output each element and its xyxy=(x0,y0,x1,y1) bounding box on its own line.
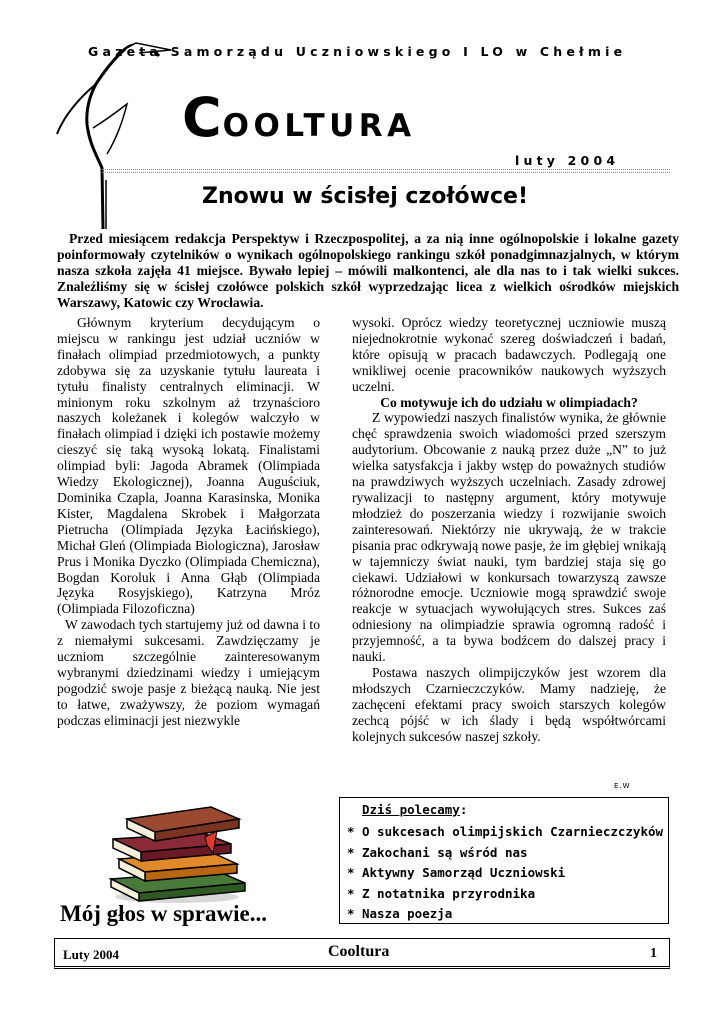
bullet-star-icon: * xyxy=(347,824,355,839)
bullet-star-icon: * xyxy=(347,906,355,922)
masthead-title-rest: OOLTURA xyxy=(222,108,416,144)
footer-date: Luty 2004 xyxy=(63,947,119,962)
recommend-item[interactable]: * Zakochani są wśród nas xyxy=(347,843,663,864)
article-paragraph: Postawa naszych olimpijczyków jest wzorem dla młodszych Czarnieczczyków. Mamy nadzieję, że zachęceni efektami pracy swoich starszych kolegów zechcą pójść w ich ślady i będą współtwórcami kolejnych sukcesów naszej szkoły. xyxy=(352,664,666,744)
masthead-rule xyxy=(102,169,670,170)
heron-logo xyxy=(55,40,175,235)
bullet-star-icon: * xyxy=(347,844,355,860)
recommend-item[interactable]: * Nasza poezja xyxy=(347,904,663,925)
article-column-left xyxy=(57,315,320,729)
recommend-item[interactable]: * Aktywny Samorząd Uczniowski xyxy=(347,863,663,884)
bullet-star-icon: * xyxy=(347,885,355,901)
page-footer xyxy=(54,938,670,969)
bullet-star-icon: * xyxy=(347,865,355,881)
page-number: 1 xyxy=(650,946,657,961)
recommend-item[interactable]: * O sukcesach olimpijskich Czarnieczczyków xyxy=(347,822,663,843)
masthead-title-initial: C xyxy=(182,86,223,149)
article-paragraph: Głównym kryterium decydującym o miejscu w rankingu jest udział uczniów w finałach olimpiad przedmiotowych, a punkty zdobywa się za uzyskanie tytułu laureata i tytułu finalisty centralnych eliminacji. W minionym roku szkolnym aż trzynaścioro naszych koleżanek i kolegów walczyło w finałach olimpiad i dzięki ich postawie możemy cieszyć się taką wysoką lokatą. Finalistami olimpiad byli: Jagoda Abramek (Olimpiada Wiedzy Ekologicznej), Joanna Auguściuk, Dominika Czapla, Joanna Karasinska, Monika Kister, Magdalena Skrobek i Małgorzata Pietrucha (Olimpiada Języka Łacińskiego), Michał Gleń (Olimpiada Biologiczna), Jarosław Prus i Monika Dyczko (Olimpiada Chemiczna), Bogdan Koroluk i Anna Głąb (Olimpiada Języka Rosyjskiego), Katrzyna Mróz (Olimpiada Filozoficzna) xyxy=(57,315,320,617)
article-paragraph: wysoki. Oprócz wiedzy teoretycznej uczniowie muszą niejednokrotnie wykonać szereg doświadczeń i badań, które opisują w pracach badawczych. Podlegają one wnikliwej ocenie pracowników naukowych wyższych uczelni. xyxy=(352,315,666,394)
masthead-tagline: Gazeta Samorządu Uczniowskiego I LO w Chełmie xyxy=(88,44,627,59)
recommend-box xyxy=(339,797,669,924)
article-column-right xyxy=(352,315,666,744)
section-title: Mój głos w sprawie... xyxy=(60,901,267,926)
article-headline: Znowu w ścisłej czołówce! xyxy=(202,184,528,209)
masthead-title xyxy=(182,86,416,149)
recommend-item[interactable]: * Z notatnika przyrodnika xyxy=(347,884,663,905)
recommend-title: Dziś polecamy: xyxy=(362,802,468,817)
recommend-list xyxy=(347,822,663,925)
footer-title: Cooltura xyxy=(328,943,390,960)
author-initials: E.W xyxy=(614,782,631,790)
masthead-rule-double xyxy=(102,172,670,173)
article-subheading: Co motywuje ich do udziału w olimpiadach? xyxy=(380,394,638,410)
issue-date: luty 2004 xyxy=(515,153,620,168)
books-icon xyxy=(105,797,255,907)
article-paragraph: W zawodach tych startujemy już od dawna i to z niemałymi sukcesami. Zawdzięczamy je uczniom szczególnie zainteresowanym wybranymi dziedzinami wiedzy i umiejącym pogodzić swoje pasje z bieżącą nauką. Nie jest to łatwe, zważywszy, że poziom wymagań podczas eliminacji jest niezwykle xyxy=(57,617,320,728)
article-paragraph: Z wypowiedzi naszych finalistów wynika, że głównie chęć sprawdzenia swoich wiadomości przed szerszym audytorium. Obcowanie z nauką przez duże „N” to już wielka satysfakcja i jakby wstęp do poważnych studiów na prawdziwych wyższych uczelniach. Zasady zdrowej rywalizacji to następny argument, który motywuje młodzież do poszerzania wiedzy i rozwijanie swoich zainteresowań. Niektórzy nie ukrywają, że w trakcie pisania prac odkrywają nowe pasje, że im głębiej wnikają w tajemniczy świat nauki, tym bardziej staja się go ciekawi. Udziałowi w konkursach towarzyszą zawsze różnorodne emocje. Uczniowie mogą sprawdzić swoje reakcje w sytuacjach wywołujących stres. Sukces zaś odniesiony na olimpiadzie sprawia ogromną radość i przyjemność, a ta bywa bodźcem do dalszej pracy i nauki. xyxy=(352,410,666,665)
article-lead: Przed miesiącem redakcja Perspektyw i Rzeczpospolitej, a za nią inne ogólnopolskie i lokalne gazety poinformowały czytelników o wynikach ogólnopolskiego rankingu szkół ponadgimnazjalnych, w którym nasza szkoła zajęła 41 miejsce. Bywało lepiej – mówili malkontenci, ale dla nas to i tak wielki sukces. Znaleźliśmy się w ścisłej czołówce polskich szkół wyprzedzając licea z wielkich ośrodków miejskich Warszawy, Katowic czy Wrocławia. xyxy=(57,231,679,310)
